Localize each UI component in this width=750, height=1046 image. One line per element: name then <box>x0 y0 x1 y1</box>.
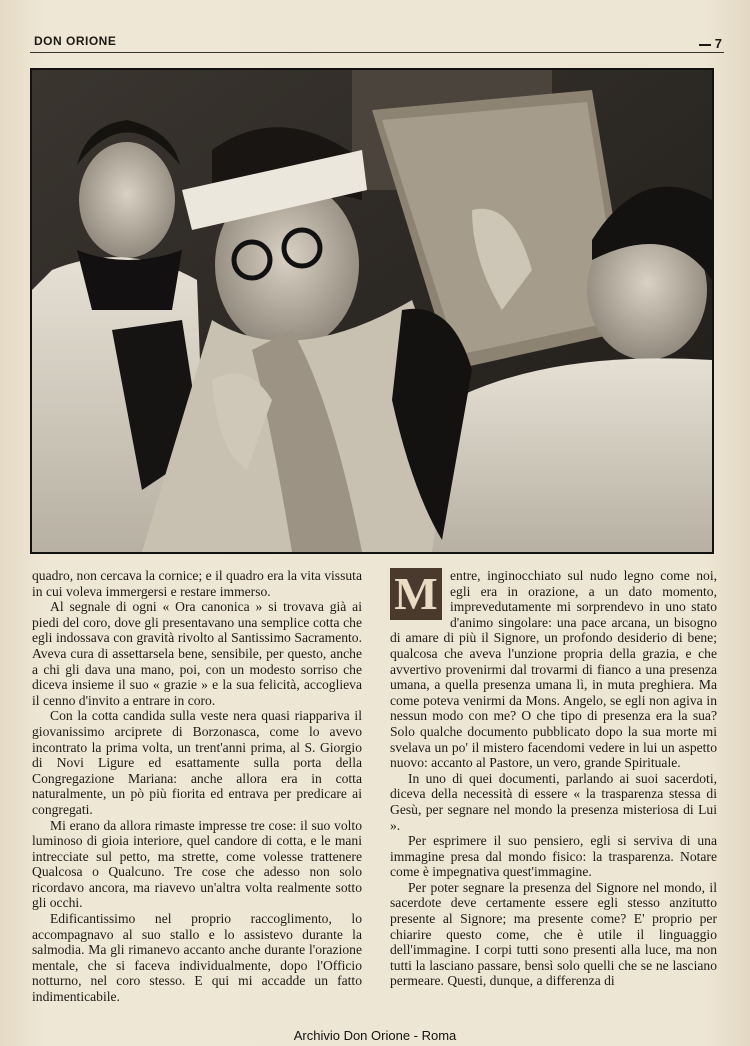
paragraph: Mi erano da allora rimaste impresse tre cose: il suo volto luminoso di gioia interiore, quel candore di cotta, e le mani intrecciate sul petto, ma strette, come volesse trattenere Qualcosa o Qualcuno. Tre cose che adesso non solo ricordavo ancora, ma riavevo un'altra volta realmente sotto gli occhi. <box>32 817 362 911</box>
right-text-column <box>390 568 717 989</box>
paragraph: Con la cotta candida sulla veste nera quasi riappariva il giovanissimo arciprete di Borzonasca, come lo avevo incontrato la prima volta, un trent'anni prima, al S. Giorgio di Novi Ligure ed esattamente sulla porta della Congregazione Mariana: anche allora era in cotta naturalmente, un pò più fiorita ed entrava per predicare ai congregati. <box>32 708 362 817</box>
paragraph: Al segnale di ogni « Ora canonica » si trovava già ai piedi del coro, dove gli presentavano una semplice cotta che egli indossava con gravità rivolto al Santissimo Sacramento. Aveva cura di assettarsela bene, sensibile, per questo, anche a chi gli dava una mano, poi, con un modesto sorriso che diceva insieme il suo « grazie » e la sua felicità, accoglieva il cenno d'invito a entrare in coro. <box>32 599 362 708</box>
photograph <box>30 68 714 554</box>
header-rule <box>30 52 724 53</box>
paragraph: Per poter segnare la presenza del Signore nel mondo, il sacerdote deve certamente essere egli stesso anzitutto presente al Signore; ma presente come? E' proprio per chiarire questo come, che è utile il linguaggio dell'immagine. I corpi tutti sono presenti alla luce, ma non tutti la lasciano passare, bensì solo quelli che se ne lasciano permeare. Questi, dunque, a differenza di <box>390 879 717 989</box>
archive-footer: Archivio Don Orione - Roma <box>293 1028 457 1043</box>
paragraph: Per esprimere il suo pensiero, egli si serviva di una immagine presa dal mondo fisico: la trasparenza. Notare come è impegnativa quest'immagine. <box>390 833 717 880</box>
page-number-value: 7 <box>714 36 722 51</box>
page-number <box>699 36 722 51</box>
paragraph-text: entre, inginocchiato sul nudo legno come noi, egli era in orazione, a un dato momento, imprevedutamente mi sorprendevo in uno stato d'animo singolare: una pace arcana, un bisogno di amare di più il Signore, un profondo desiderio di bene; qualcosa che aveva l'unzione propria della grazia, e che avvertivo provenirmi dal trovarmi di fianco a una presenza umana, a quella presenza umana lì, in muta preghiera. Ma come poteva venirmi da Mons. Angelo, se egli non agiva in nessun modo con me? O che tipo di presenza era la sua? Solo qualche documento pubblicato dopo la sua morte mi svelava un po' il mistero facendomi vedere in lui un aspetto nuovo: accanto al Pastore, un vero, grande Spirituale. <box>390 568 717 771</box>
dropcap-letter: M <box>390 568 442 620</box>
paragraph: quadro, non cercava la cornice; e il quadro era la vita vissuta in cui voleva immergersi e restare immerso. <box>32 568 362 599</box>
paragraph-with-dropcap <box>390 568 717 771</box>
paragraph: In uno di quei documenti, parlando ai suoi sacerdoti, diceva della necessità di essere « la trasparenza stessa di Gesù, per segnare nel mondo la presenza misteriosa di Lui ». <box>390 770 717 833</box>
left-text-column <box>32 568 362 1005</box>
paragraph: Edificantissimo nel proprio raccoglimento, lo accompagnavo al suo stallo e lo assistevo durante la salmodia. Ma gli rimanevo accanto anche durante l'orazione mentale, che si faceva individualmente, dopo l'Officio notturno, nel coro stesso. E qui mi accadde un fatto indimenticabile. <box>32 911 362 1005</box>
running-title: DON ORIONE <box>34 34 117 48</box>
photograph-priest-vesting-with-altar-boys-icon <box>32 70 712 552</box>
